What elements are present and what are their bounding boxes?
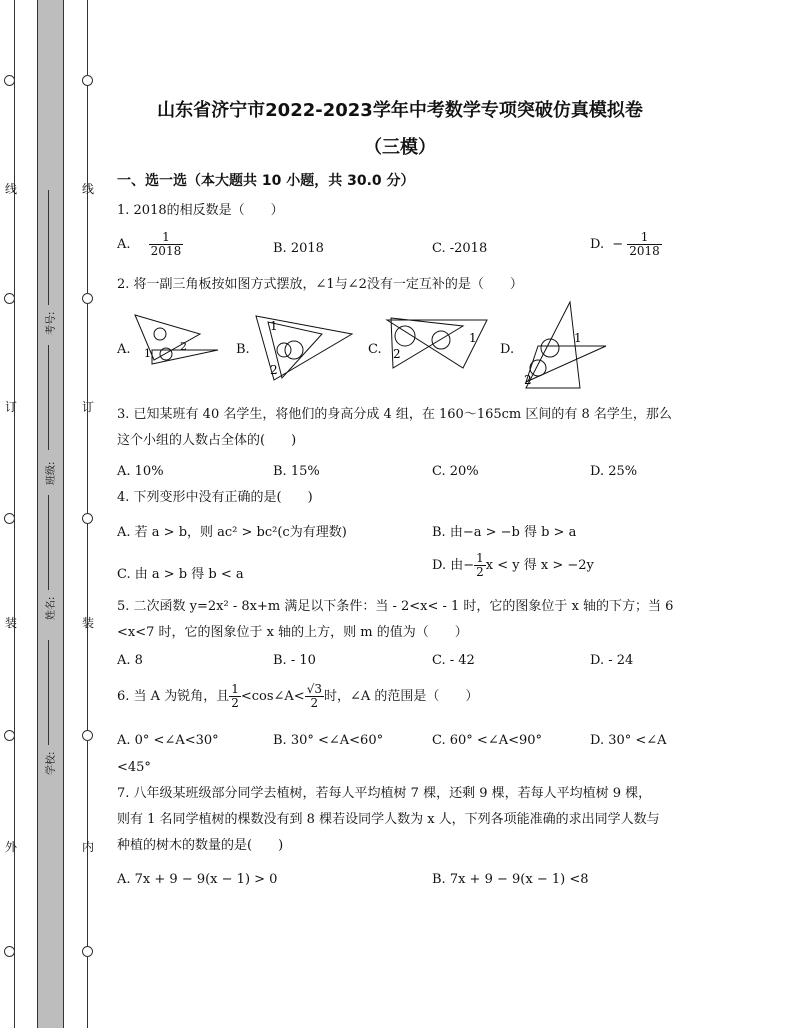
q3-option-c: C. 20% [432,464,479,479]
q6-option-b: B. 30° <∠A<60° [273,733,384,748]
question-5-line2: <x<7 时，它的图象位于 x 轴的上方，则 m 的值为（ ） [117,625,468,640]
punch-hole [4,946,15,957]
question-2-stem: 2. 将一副三角板按如图方式摆放，∠1与∠2没有一定互补的是（ ） [117,277,523,292]
q3-option-b: B. 15% [273,464,320,479]
q6-option-d-cont: <45° [117,760,151,775]
name-line [48,495,49,590]
q1-option-d: D. − $\frac{1}{2018}$ [590,230,660,258]
inner-char: 线 [81,182,94,196]
exam-number-label: 考号: [46,311,57,335]
q7-option-b: B. 7x + 9 − 9(x − 1) <8 [432,872,589,887]
question-1-stem: 1. 2018的相反数是（ ） [117,203,284,218]
q2-figure-a [130,312,225,372]
punch-hole [4,293,15,304]
q4-option-c: C. 由 a > b 得 b < a [117,567,244,582]
question-7-line1: 7. 八年级某班级部分同学去植树，若每人平均植树 7 棵，还剩 9 棵，若每人平均植树 9 棵， [117,786,652,801]
punch-hole [4,75,15,86]
school-line [48,640,49,745]
inner-char: 装 [81,616,94,630]
q3-option-a: A. 10% [117,464,164,479]
q1-option-c: C. -2018 [432,241,488,256]
q3-option-d: D. 25% [590,464,638,479]
binding-outer-line [14,0,15,1028]
angle-1-label: 1 [144,347,151,360]
question-3-line1: 3. 已知某班有 40 名学生，将他们的身高分成 4 组，在 160～165cm 区间的有 8 名学生，那么 [117,407,672,422]
q4-option-a: A. 若 a > b，则 ac² > bc²(c为有理数) [117,525,347,540]
angle-1-label: 1 [270,319,278,333]
outer-char: 外 [4,840,17,854]
punch-hole [82,293,93,304]
punch-hole [4,730,15,741]
q2-figure-b [252,312,357,382]
punch-hole [82,75,93,86]
question-4-stem: 4. 下列变形中没有正确的是( ) [117,490,313,505]
q7-option-a: A. 7x + 9 − 9(x − 1) > 0 [117,872,278,887]
outer-char: 线 [4,182,17,196]
q1-option-b: B. 2018 [273,241,324,256]
q6-option-d: D. 30° <∠A [590,733,667,748]
question-5-line1: 5. 二次函数 y=2x² - 8x+m 满足以下条件：当 - 2<x< - 1 时，它的图象位于 x 轴的下方；当 6 [117,599,674,614]
angle-2-label: 2 [524,373,532,387]
name-label: 姓名: [46,596,57,620]
inner-char: 订 [81,400,94,414]
q5-option-a: A. 8 [117,653,143,668]
school-label: 学校: [46,751,57,775]
q2-figure-c [383,312,493,372]
q2-label-b: B. [236,342,250,357]
inner-char: 内 [81,840,94,854]
q6-option-a: A. 0° <∠A<30° [117,733,219,748]
question-3-line2: 这个小组的人数占全体的( ) [117,433,297,448]
q1-option-a: A. $\frac{1}{2018}$ [117,230,182,258]
punch-hole [4,513,15,524]
angle-1-label: 1 [574,331,582,345]
punch-hole [82,730,93,741]
page-title: 山东省济宁市2022-2023学年中考数学专项突破仿真模拟卷 [157,100,643,121]
exam-number-line [48,190,49,305]
outer-char: 订 [4,400,17,414]
outer-char: 装 [4,616,17,630]
class-label: 班级: [46,461,57,485]
punch-hole [82,513,93,524]
question-6-stem: 6. 当 A 为锐角，且 $\frac{1}{2}$ <cos∠A< $\frac{√3}{2}$ 时，∠A 的范围是（ ） [117,682,479,710]
q6-option-c: C. 60° <∠A<90° [432,733,543,748]
question-7-line2: 则有 1 名同学植树的棵数没有到 8 棵若设同学人数为 x 人，下列各项能准确的求出同学人数与 [117,812,660,827]
q5-option-b: B. - 10 [273,653,316,668]
page-subtitle: （三模） [364,137,436,158]
angle-2-label: 2 [270,363,278,377]
angle-2-label: 2 [393,347,401,361]
q2-label-c: C. [368,342,382,357]
class-line [48,345,49,450]
q5-option-d: D. - 24 [590,653,634,668]
angle-1-label: 1 [469,331,477,345]
q2-label-a: A. [117,342,131,357]
q4-option-d: D. 由− $\frac{1}{2}$ x < y 得 x > −2y [432,551,594,579]
section-heading: 一、选一选（本大题共 10 小题，共 30.0 分） [117,173,415,189]
q4-option-b: B. 由−a > −b 得 b > a [432,525,577,540]
angle-2-label: 2 [180,340,187,353]
q2-figure-d [518,300,613,395]
question-7-line3: 种植的树木的数量的是( ) [117,838,284,853]
punch-hole [82,946,93,957]
q2-label-d: D. [500,342,515,357]
binding-strip [37,0,64,1028]
q5-option-c: C. - 42 [432,653,475,668]
